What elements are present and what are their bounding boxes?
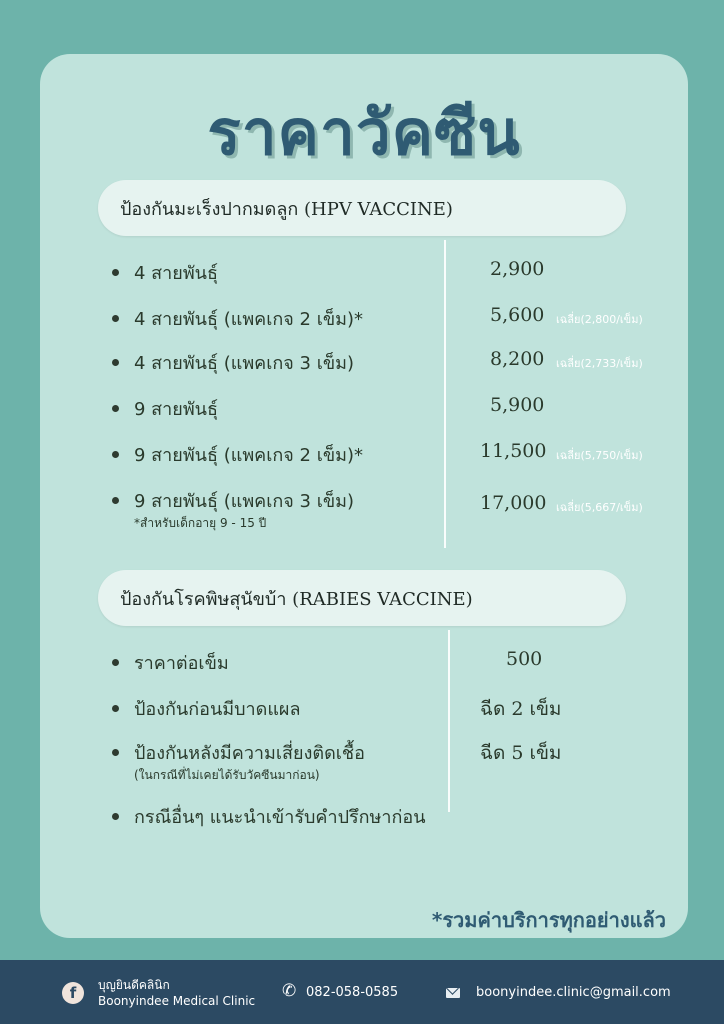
phone-icon: ✆ (282, 981, 297, 1001)
bullet-icon (112, 749, 119, 756)
page-title: ราคาวัคซีน (207, 96, 521, 169)
hpv-item-price: 5,900 (490, 394, 545, 416)
price-card (40, 54, 688, 938)
bullet-icon (112, 405, 119, 412)
hpv-item-price: 17,000 (480, 492, 547, 514)
bullet-icon (112, 497, 119, 504)
hpv-footnote: *สำหรับเด็กอายุ 9 - 15 ปี (134, 516, 267, 530)
rabies-item-note: (ในกรณีที่ไม่เคยได้รับวัคซีนมาก่อน) (134, 768, 320, 782)
bullet-icon (112, 269, 119, 276)
facebook-icon[interactable]: f (62, 982, 84, 1004)
hpv-item-label: 4 สายพันธุ์ (แพคเกจ 3 เข็ม) (134, 353, 355, 374)
clinic-name-thai: บุญยินดีคลินิก (98, 978, 170, 992)
bullet-icon (112, 813, 119, 820)
rabies-item-label: ป้องกันหลังมีความเสี่ยงติดเชื้อ (134, 743, 365, 764)
rabies-item-value: 500 (506, 648, 543, 670)
bullet-icon (112, 659, 119, 666)
hpv-item-price: 2,900 (490, 258, 545, 280)
footer-bar (0, 960, 724, 1024)
rabies-divider (448, 630, 450, 812)
hpv-divider (444, 240, 446, 548)
hpv-item-label: 4 สายพันธุ์ (แพคเกจ 2 เข็ม)* (134, 309, 364, 330)
hpv-item-label: 9 สายพันธุ์ (134, 399, 218, 420)
rabies-section-title: ป้องกันโรคพิษสุนัขบ้า (RABIES VACCINE) (120, 588, 473, 610)
hpv-item-average: เฉลี่ย(5,667/เข็ม) (556, 501, 643, 514)
hpv-item-average: เฉลี่ย(5,750/เข็ม) (556, 449, 643, 462)
hpv-item-label: 9 สายพันธุ์ (แพคเกจ 2 เข็ม)* (134, 445, 364, 466)
bullet-icon (112, 705, 119, 712)
rabies-item-value: ฉีด 5 เข็ม (480, 742, 562, 764)
hpv-item-price: 11,500 (480, 440, 547, 462)
hpv-section-header (98, 180, 626, 236)
hpv-item-price: 8,200 (490, 348, 545, 370)
hpv-item-price: 5,600 (490, 304, 545, 326)
hpv-item-label: 9 สายพันธุ์ (แพคเกจ 3 เข็ม) (134, 491, 355, 512)
email-address[interactable]: boonyindee.clinic@gmail.com (476, 985, 671, 1000)
bullet-icon (112, 359, 119, 366)
hpv-item-average: เฉลี่ย(2,733/เข็ม) (556, 357, 643, 370)
hpv-item-label: 4 สายพันธุ์ (134, 263, 218, 284)
clinic-name-english: Boonyindee Medical Clinic (98, 994, 256, 1008)
service-note: *รวมค่าบริการทุกอย่างแล้ว (431, 908, 666, 932)
bullet-icon (112, 451, 119, 458)
hpv-section-title: ป้องกันมะเร็งปากมดลูก (HPV VACCINE) (120, 198, 453, 220)
bullet-icon (112, 315, 119, 322)
mail-icon (446, 988, 460, 998)
rabies-item-label: ป้องกันก่อนมีบาดแผล (134, 699, 301, 720)
hpv-item-average: เฉลี่ย(2,800/เข็ม) (556, 313, 643, 326)
rabies-section-header (98, 570, 626, 626)
phone-number[interactable]: 082-058-0585 (306, 985, 399, 1000)
rabies-item-value: ฉีด 2 เข็ม (480, 698, 562, 720)
rabies-item-label: กรณีอื่นๆ แนะนำเข้ารับคำปรึกษาก่อน (134, 807, 426, 828)
rabies-item-label: ราคาต่อเข็ม (134, 653, 229, 674)
